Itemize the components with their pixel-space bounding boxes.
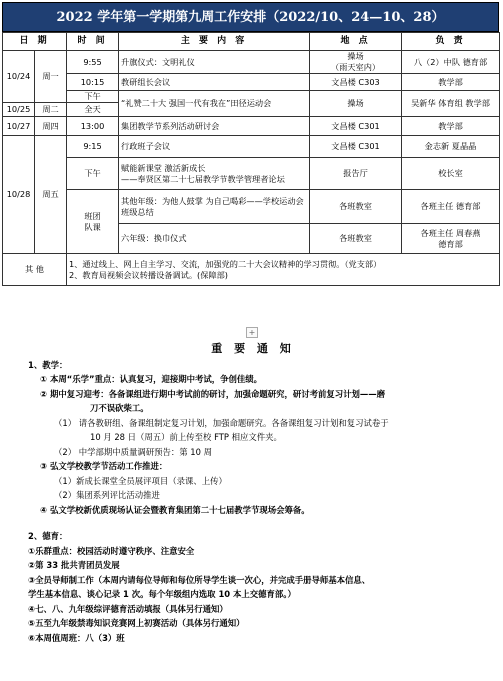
header-date: 日 期 <box>3 33 67 51</box>
notice-lines <box>18 358 488 646</box>
page-title: 2022 学年第一学期第九周工作安排（2022/10、24—10、28） <box>2 2 499 32</box>
date-cell: 10/24 <box>3 51 35 103</box>
table-header-row <box>3 33 500 51</box>
other-content: 1、通过线上、网上自主学习、交流，加强党的二十大会议精神的学习贯彻。（党支部） 2、教育局视频会议转播设备调试。(保障部) <box>67 254 500 286</box>
notice-line: 2、德育： <box>28 531 68 541</box>
notice-section <box>18 342 488 645</box>
header-owner: 负 责 <box>402 33 500 51</box>
notice-line: 学生基本信息、谈心记录 1 次。每个年级组内选取 10 本上交德育部。） <box>28 589 296 599</box>
content-cell: 六年级：换巾仪式 <box>119 224 310 254</box>
place-cell: 操场 （雨天室内） <box>310 51 402 74</box>
content-cell: 升旗仪式：文明礼仪 <box>119 51 310 74</box>
table-row <box>3 117 500 136</box>
content-cell: 行政班子会议 <box>119 136 310 158</box>
place-cell: 文昌楼 C303 <box>310 74 402 91</box>
owner-cell: 各班主任 德育部 <box>402 190 500 224</box>
header-time: 时 间 <box>67 33 119 51</box>
time-cell: 下午 <box>67 158 119 190</box>
time-cell: 全天 <box>67 103 119 117</box>
time-cell: 9:55 <box>67 51 119 74</box>
table-row <box>3 91 500 103</box>
place-cell: 文昌楼 C301 <box>310 136 402 158</box>
notice-line: （2）集团系列评比活动推进 <box>54 490 160 500</box>
notice-line: ① 本周“乐学”重点：认真复习，迎接期中考试，争创佳绩。 <box>40 374 263 384</box>
time-cell: 班团 队课 <box>67 190 119 254</box>
weekday-cell: 周一 <box>35 51 67 103</box>
table-row <box>3 74 500 91</box>
place-cell: 各班教室 <box>310 190 402 224</box>
table-row <box>3 136 500 158</box>
owner-cell: 吴新华 体育组 教学部 <box>402 91 500 117</box>
content-cell: 集团教学节系列活动研讨会 <box>119 117 310 136</box>
time-cell: 9:15 <box>67 136 119 158</box>
notice-line: ④七、八、九年级综评德育活动填报（具体另行通知） <box>28 603 228 614</box>
owner-cell: 校长室 <box>402 158 500 190</box>
place-cell: 各班教室 <box>310 224 402 254</box>
notice-line: （2） 中学部期中质量调研预告：第 10 周 <box>54 446 212 457</box>
notice-line <box>18 517 488 529</box>
schedule-table <box>2 32 500 286</box>
date-cell: 10/28 <box>3 136 35 254</box>
notice-line: ⑥本周值周班：八（3）班 <box>28 632 125 643</box>
notice-line: ②第 33 批共青团员发展 <box>28 560 120 570</box>
table-row <box>3 158 500 190</box>
place-cell: 报告厅 <box>310 158 402 190</box>
table-row <box>3 190 500 224</box>
content-cell: “礼赞二十大 强国一代有我在”田径运动会 <box>119 91 310 117</box>
weekday-cell: 周二 <box>35 103 67 117</box>
time-cell: 10:15 <box>67 74 119 91</box>
other-label: 其 他 <box>3 254 67 286</box>
notice-heading: 重 要 通 知 <box>211 342 295 355</box>
place-cell: 操场 <box>310 91 402 117</box>
table-add-row-handle[interactable]: + <box>246 327 258 338</box>
notice-line: ⑤五至九年级禁毒知识竞赛网上初赛活动（具体另行通知） <box>28 618 245 628</box>
notice-line: 1、教学： <box>28 359 68 370</box>
notice-line: 10 月 28 日（周五）前上传至校 FTP 相应文件夹。 <box>90 432 282 442</box>
weekday-cell: 周四 <box>35 117 67 136</box>
date-cell: 10/25 <box>3 103 35 117</box>
header-content: 主 要 内 容 <box>119 33 310 51</box>
notice-line: ①乐群重点：校园活动时遵守秩序、注意安全 <box>28 545 195 556</box>
owner-cell: 各班主任 周春燕 德育部 <box>402 224 500 254</box>
owner-cell: 金志新 夏晶晶 <box>402 136 500 158</box>
notice-line: （1）新成长课堂全员展评项目（录课、上传） <box>54 475 227 486</box>
notice-line: ④ 弘文学校新优质现场认证会暨教育集团第二十七届教学节现场会筹备。 <box>40 504 310 515</box>
weekday-cell: 周五 <box>35 136 67 254</box>
notice-line: ② 期中复习迎考：各备课组进行期中考试前的研讨，加强命题研究，研讨考前复习计划——磨 <box>40 388 386 399</box>
time-cell: 13:00 <box>67 117 119 136</box>
content-cell: 教研组长会议 <box>119 74 310 91</box>
notice-line: 刀不误砍柴工。 <box>90 403 149 413</box>
owner-cell: 八（2）中队 德育部 <box>402 51 500 74</box>
header-place: 地 点 <box>310 33 402 51</box>
table-row <box>3 51 500 74</box>
time-cell: 下午 <box>67 91 119 103</box>
place-cell: 文昌楼 C301 <box>310 117 402 136</box>
date-cell: 10/27 <box>3 117 35 136</box>
table-row-other <box>3 254 500 286</box>
content-cell: 其他年级：为他人鼓掌 为自己喝彩——学校运动会班级总结 <box>119 190 310 224</box>
notice-line: （1） 请各教研组、备课组制定复习计划，加强命题研究。各备课组复习计划和复习试卷于 <box>54 417 389 428</box>
content-cell: 赋能新课堂 激活新成长 ——奉贤区第二十七届教学节教学管理者论坛 <box>119 158 310 190</box>
notice-line: ③全员导师制工作（本周内请每位导师和每位所导学生谈一次心，并完成手册导师基本信息、 <box>28 574 371 585</box>
owner-cell: 教学部 <box>402 117 500 136</box>
owner-cell: 教学部 <box>402 74 500 91</box>
notice-line: ③ 弘文学校教学节活动工作推进： <box>40 461 168 471</box>
